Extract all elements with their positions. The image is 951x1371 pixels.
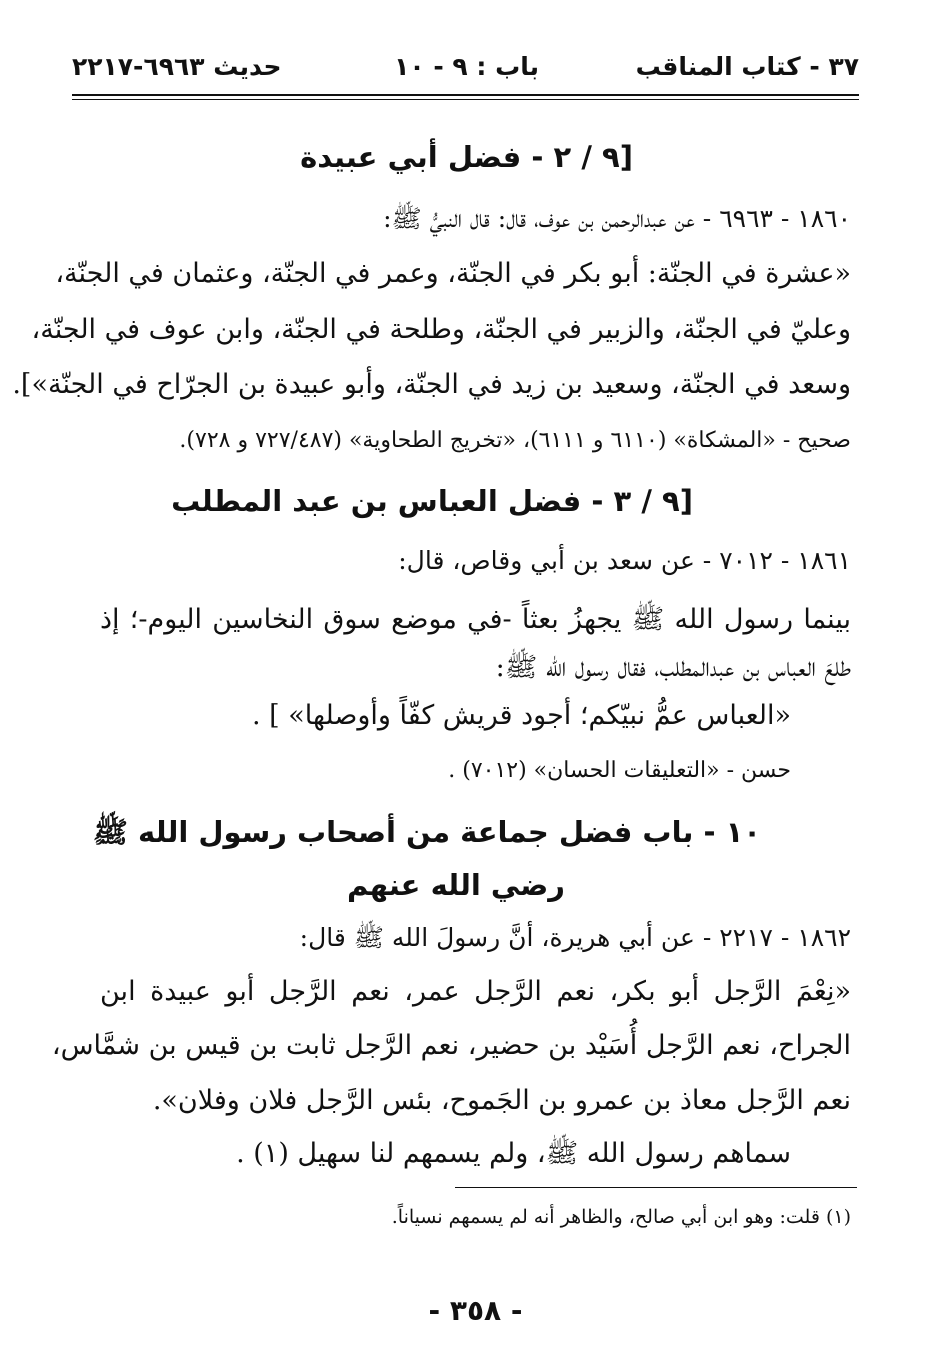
hadith-1860-text-line: «عشرة في الجنّة: أبو بكر في الجنّة، وعمر في الجنّة، وعثمان في الجنّة، [55, 258, 851, 289]
running-header [72, 52, 859, 92]
section-title-abu-ubaida: [٩ / ٢ - فضل أبي عبيدة [300, 140, 633, 174]
hadith-1862-text-line: الجراح، نعم الرَّجل أُسَيْد بن حضير، نعم الرَّجل ثابت بن قيس بن شمَّاس، [51, 1030, 851, 1061]
footnote-1: (١) قلت: وهو ابن أبي صالح، والظاهر أنه لم يسمهم نسياناً. [391, 1206, 851, 1228]
hadith-1861-text-line: بينما رسول الله ﷺ يجهزُ بعثاً -في موضع سوق النخاسين اليوم-؛ إذ [100, 604, 851, 635]
hadith-1860-grading: صحيح - «المشكاة» (٦١١٠ و ٦١١١)، «تخريج الطحاوية» (٧٢٧/٤٨٧ و ٧٢٨). [179, 428, 851, 453]
hadith-1861-text-line: طلعَ العباس بن عبدالمطلب، فقال رسول الله ﷺ: [495, 652, 851, 683]
hadith-1862-text-line: «نِعْمَ الرَّجل أبو بكر، نعم الرَّجل عمر، نعم الرَّجل أبو عبيدة ابن [100, 976, 851, 1007]
chapter-title: ٣٧ - كتاب المناقب [635, 52, 859, 81]
footnote-separator [455, 1187, 857, 1188]
header-rule-thin [72, 99, 859, 100]
hadith-1862-text-line: سماهم رسول الله ﷺ، ولم يسمهم لنا سهيل (١) . [236, 1138, 791, 1169]
section-title-abbas: [٩ / ٣ - فضل العباس بن عبد المطلب [171, 484, 693, 518]
section-title-bab-10: ١٠ - باب فضل جماعة من أصحاب رسول الله ﷺ [92, 815, 761, 849]
page-number: - ٣٥٨ - [428, 1294, 523, 1327]
hadith-1862-intro: ١٨٦٢ - ٢٢١٧ - عن أبي هريرة، أنَّ رسولَ الله ﷺ قال: [299, 923, 851, 952]
hadith-1862-text-line: نعم الرَّجل معاذ بن عمرو بن الجَموح، بئس الرَّجل فلان وفلان». [152, 1085, 851, 1116]
hadith-1860-text-line: وسعد في الجنّة، وسعيد بن زيد في الجنّة، وأبو عبيدة بن الجرّاح في الجنّة»]. [12, 369, 851, 400]
section-title-bab-10-cont: رضي الله عنهم [346, 868, 565, 902]
hadith-1860-intro: ١٨٦٠ - ٦٩٦٣ - عن عبدالرحمن بن عوف، قال: قال النبيُّ ﷺ: [383, 204, 851, 233]
hadith-1860-text-line: وعليّ في الجنّة، والزبير في الجنّة، وطلحة في الجنّة، وابن عوف في الجنّة، [31, 314, 851, 345]
hadith-1861-grading: حسن - «التعليقات الحسان» (٧٠١٢) . [448, 758, 791, 783]
hadith-1861-intro: ١٨٦١ - ٧٠١٢ - عن سعد بن أبي وقاص، قال: [398, 546, 851, 575]
bab-range: باب : ٩ - ١٠ [394, 52, 539, 81]
hadith-range: حديث ٦٩٦٣-٢٢١٧ [72, 52, 282, 81]
header-rule-thick [72, 94, 859, 96]
hadith-1861-text-line: «العباس عمُّ نبيّكم؛ أجود قريش كفّاً وأوصلها» ] . [251, 700, 791, 731]
